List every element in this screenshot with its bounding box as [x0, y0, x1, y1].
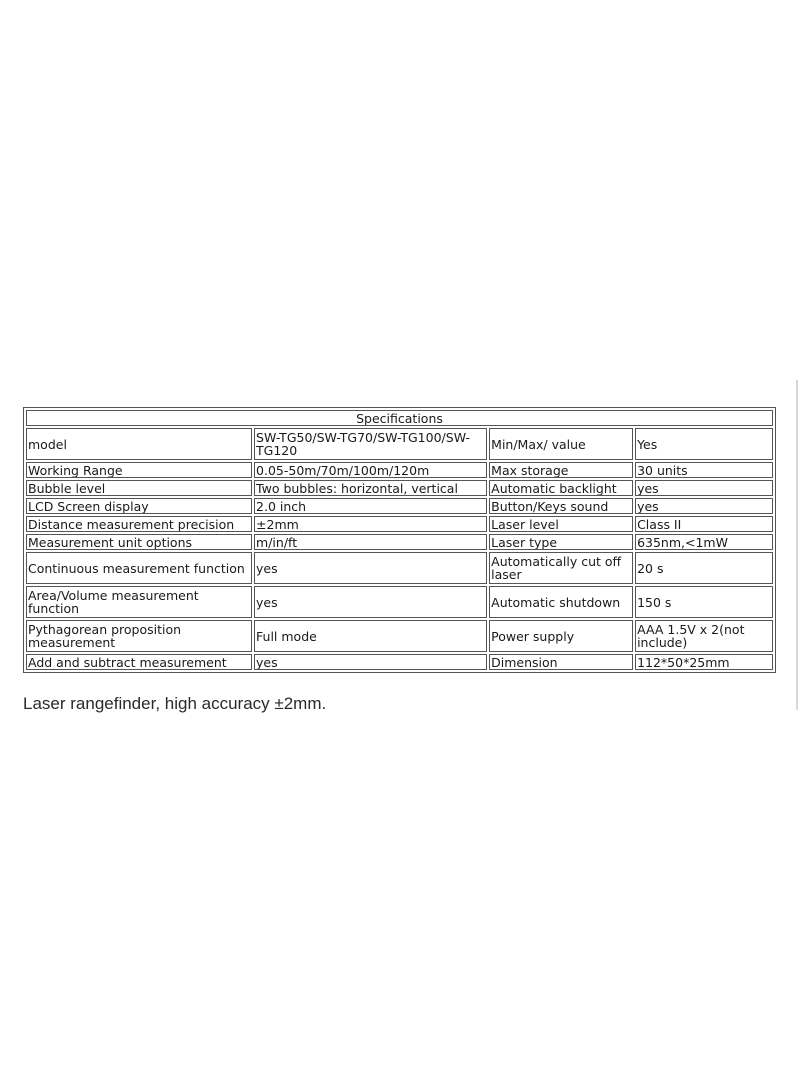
spec-label: Area/Volume measurement function: [26, 586, 252, 618]
spec-label: Automatic backlight: [489, 480, 633, 496]
spec-value: yes: [254, 654, 487, 670]
spec-value: Two bubbles: horizontal, vertical: [254, 480, 487, 496]
spec-value: 635nm,<1mW: [635, 534, 773, 550]
spec-value: Full mode: [254, 620, 487, 652]
table-row: [26, 462, 773, 478]
spec-label: Continuous measurement function: [26, 552, 252, 584]
spec-label: model: [26, 428, 252, 460]
table-row: [26, 480, 773, 496]
spec-value: ±2mm: [254, 516, 487, 532]
table-row: [26, 654, 773, 670]
specifications-table: [23, 407, 776, 673]
spec-label: Distance measurement precision: [26, 516, 252, 532]
spec-value: 112*50*25mm: [635, 654, 773, 670]
spec-value: yes: [254, 586, 487, 618]
table-header-row: [26, 410, 773, 426]
spec-label: Laser level: [489, 516, 633, 532]
spec-label: Min/Max/ value: [489, 428, 633, 460]
spec-label: LCD Screen display: [26, 498, 252, 514]
spec-label: Measurement unit options: [26, 534, 252, 550]
spec-value: Class II: [635, 516, 773, 532]
spec-value: 2.0 inch: [254, 498, 487, 514]
spec-label: Power supply: [489, 620, 633, 652]
spec-label: Bubble level: [26, 480, 252, 496]
spec-value: 0.05-50m/70m/100m/120m: [254, 462, 487, 478]
table-title: Specifications: [26, 410, 773, 426]
table-row: [26, 620, 773, 652]
spec-value: yes: [635, 498, 773, 514]
spec-value: yes: [254, 552, 487, 584]
spec-value: yes: [635, 480, 773, 496]
page-edge-line: [796, 380, 798, 710]
spec-value: Yes: [635, 428, 773, 460]
spec-label: Automatically cut off laser: [489, 552, 633, 584]
spec-label: Dimension: [489, 654, 633, 670]
table-row: [26, 552, 773, 584]
table-row: [26, 534, 773, 550]
spec-label: Working Range: [26, 462, 252, 478]
spec-value: m/in/ft: [254, 534, 487, 550]
table-row: [26, 586, 773, 618]
spec-label: Automatic shutdown: [489, 586, 633, 618]
spec-value: 150 s: [635, 586, 773, 618]
spec-value: 30 units: [635, 462, 773, 478]
product-caption: Laser rangefinder, high accuracy ±2mm.: [23, 694, 327, 713]
spec-value: 20 s: [635, 552, 773, 584]
spec-label: Laser type: [489, 534, 633, 550]
spec-label: Add and subtract measurement: [26, 654, 252, 670]
table-row: [26, 516, 773, 532]
spec-label: Button/Keys sound: [489, 498, 633, 514]
spec-value: AAA 1.5V x 2(not include): [635, 620, 773, 652]
spec-label: Pythagorean proposition measurement: [26, 620, 252, 652]
spec-label: Max storage: [489, 462, 633, 478]
table-row: [26, 498, 773, 514]
table-row: [26, 428, 773, 460]
spec-value: SW-TG50/SW-TG70/SW-TG100/SW-TG120: [254, 428, 487, 460]
